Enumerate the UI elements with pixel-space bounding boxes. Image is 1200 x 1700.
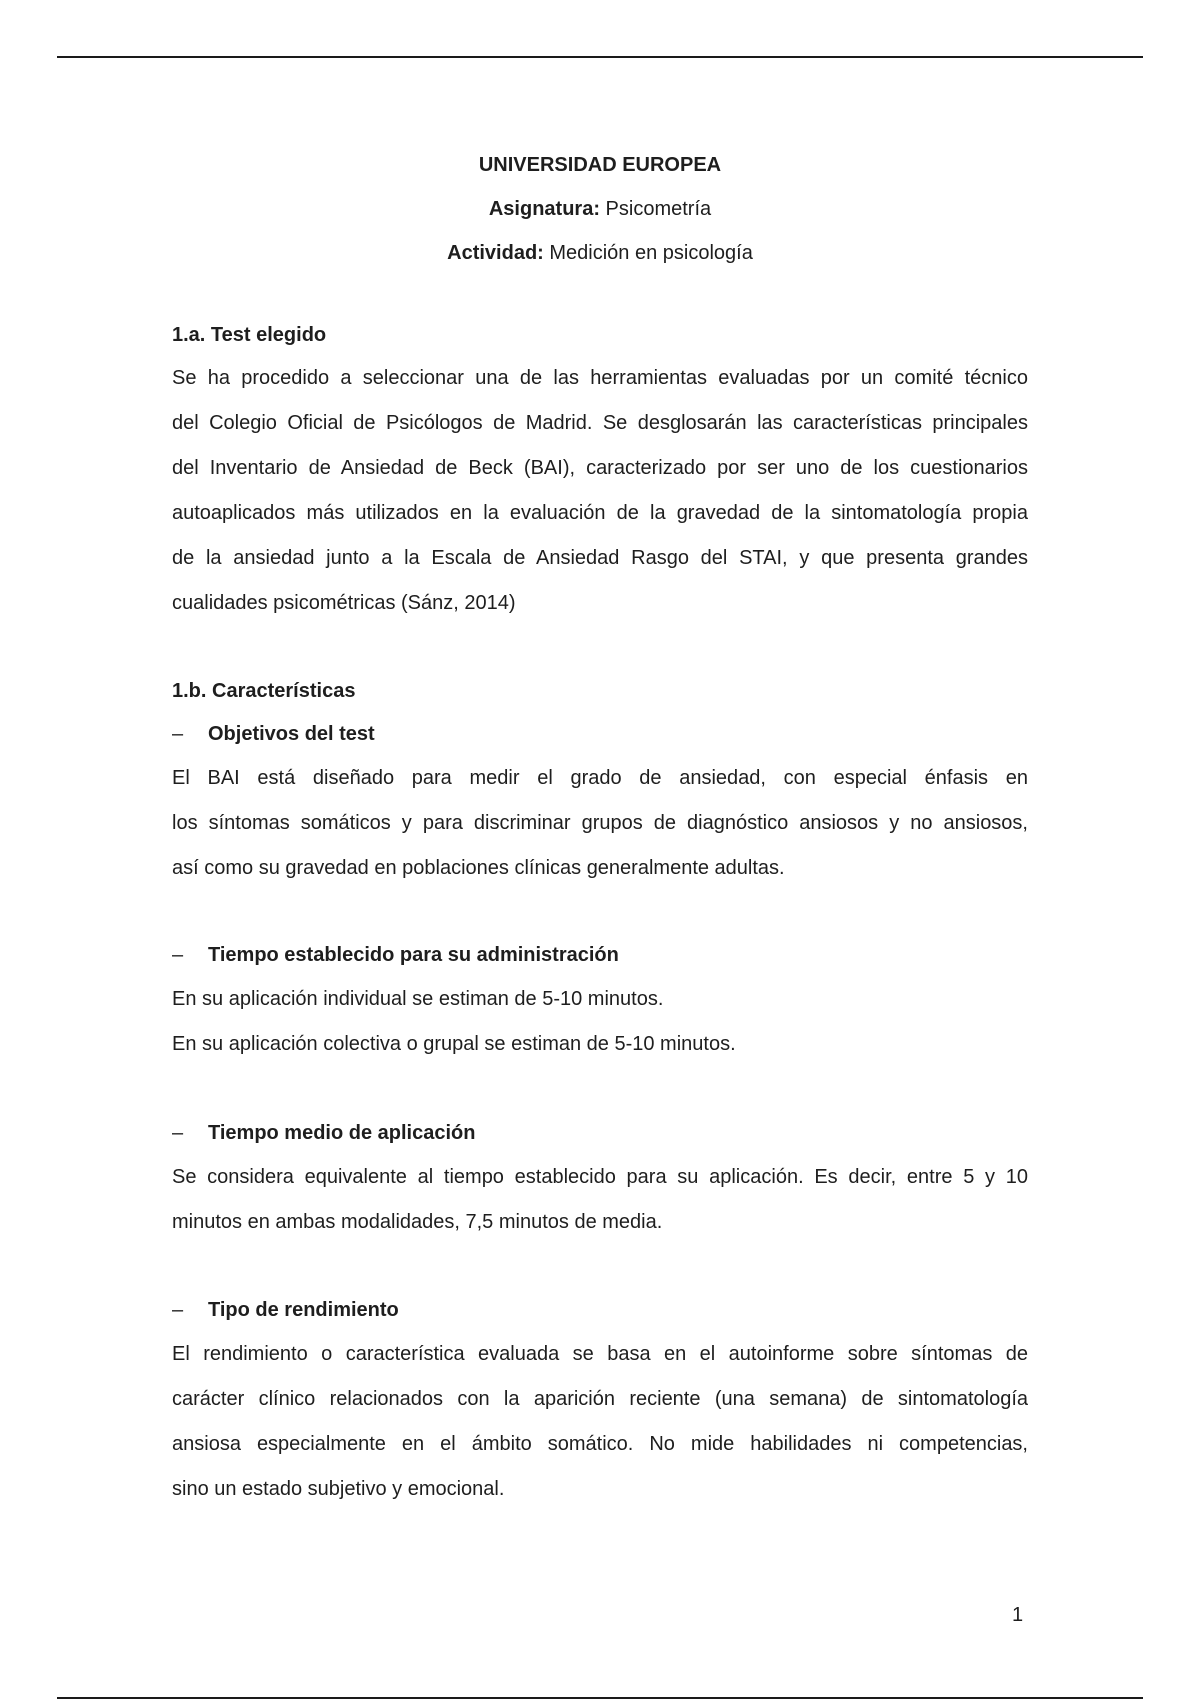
section-1b-title: 1.b. Características bbox=[172, 680, 356, 702]
objectives-heading-text: Objetivos del test bbox=[208, 723, 375, 745]
paragraph-line: los síntomas somáticos y para discriminar grupos de diagnóstico ansiosos y no ansiosos, bbox=[172, 812, 1028, 834]
paragraph-line: cualidades psicométricas (Sánz, 2014) bbox=[172, 592, 516, 614]
admin-time-paragraph bbox=[172, 977, 1028, 1067]
paragraph-line: El BAI está diseñado para medir el grado de ansiedad, con especial énfasis en bbox=[172, 767, 1028, 789]
paragraph-line: del Inventario de Ansiedad de Beck (BAI), caracterizado por ser uno de los cuestionarios bbox=[172, 457, 1028, 479]
paragraph-line: así como su gravedad en poblaciones clínicas generalmente adultas. bbox=[172, 857, 785, 879]
admin-time-heading bbox=[172, 942, 619, 968]
paragraph-line: del Colegio Oficial de Psicólogos de Madrid. Se desglosarán las características principales bbox=[172, 412, 1028, 434]
university-name-text: UNIVERSIDAD EUROPEA bbox=[478, 154, 722, 176]
top-rule bbox=[57, 56, 1143, 58]
subject-line bbox=[172, 187, 1028, 231]
mean-time-heading-text: Tiempo medio de aplicación bbox=[208, 1122, 476, 1144]
paragraph-line: carácter clínico relacionados con la aparición reciente (una semana) de sintomatología bbox=[172, 1388, 1028, 1410]
performance-paragraph bbox=[172, 1332, 1028, 1512]
subject-value: Psicometría bbox=[605, 198, 712, 220]
dash-bullet: – bbox=[172, 723, 184, 745]
paragraph-line: autoaplicados más utilizados en la evaluación de la gravedad de la sintomatología propia bbox=[172, 502, 1028, 524]
performance-heading bbox=[172, 1297, 399, 1323]
page-number: 1 bbox=[1012, 1604, 1024, 1626]
objectives-paragraph bbox=[172, 756, 1028, 891]
dash-bullet: – bbox=[172, 1122, 184, 1144]
paragraph-line: de la ansiedad junto a la Escala de Ansiedad Rasgo del STAI, y que presenta grandes bbox=[172, 547, 1028, 569]
dash-bullet: – bbox=[172, 944, 184, 966]
activity-value: Medición en psicología bbox=[549, 242, 753, 264]
objectives-heading bbox=[172, 721, 375, 747]
mean-time-heading bbox=[172, 1120, 475, 1146]
paragraph-line: sino un estado subjetivo y emocional. bbox=[172, 1478, 505, 1500]
section-1a-title: 1.a. Test elegido bbox=[172, 324, 327, 346]
activity-line bbox=[172, 231, 1028, 275]
paragraph-line: ansiosa especialmente en el ámbito somático. No mide habilidades ni competencias, bbox=[172, 1433, 1028, 1455]
paragraph-line: El rendimiento o característica evaluada se basa en el autoinforme sobre síntomas de bbox=[172, 1343, 1028, 1365]
admin-time-heading-text: Tiempo establecido para su administración bbox=[208, 944, 619, 966]
paragraph-line: Se ha procedido a seleccionar una de las herramientas evaluadas por un comité técnico bbox=[172, 367, 1028, 389]
performance-heading-text: Tipo de rendimiento bbox=[208, 1299, 399, 1321]
dash-bullet: – bbox=[172, 1299, 184, 1321]
university-name bbox=[172, 143, 1028, 187]
paragraph-line: En su aplicación colectiva o grupal se estiman de 5-10 minutos. bbox=[172, 1033, 736, 1055]
subject-label: Asignatura: bbox=[488, 198, 600, 220]
mean-time-paragraph bbox=[172, 1155, 1028, 1245]
bottom-rule bbox=[57, 1697, 1143, 1699]
paragraph-line: minutos en ambas modalidades, 7,5 minutos de media. bbox=[172, 1211, 663, 1233]
activity-label: Actividad: bbox=[447, 242, 544, 264]
document-header bbox=[172, 143, 1028, 275]
paragraph-line: En su aplicación individual se estiman de 5-10 minutos. bbox=[172, 988, 664, 1010]
section-1a-paragraph bbox=[172, 356, 1028, 626]
paragraph-line: Se considera equivalente al tiempo establecido para su aplicación. Es decir, entre 5 y 10 bbox=[172, 1166, 1028, 1188]
